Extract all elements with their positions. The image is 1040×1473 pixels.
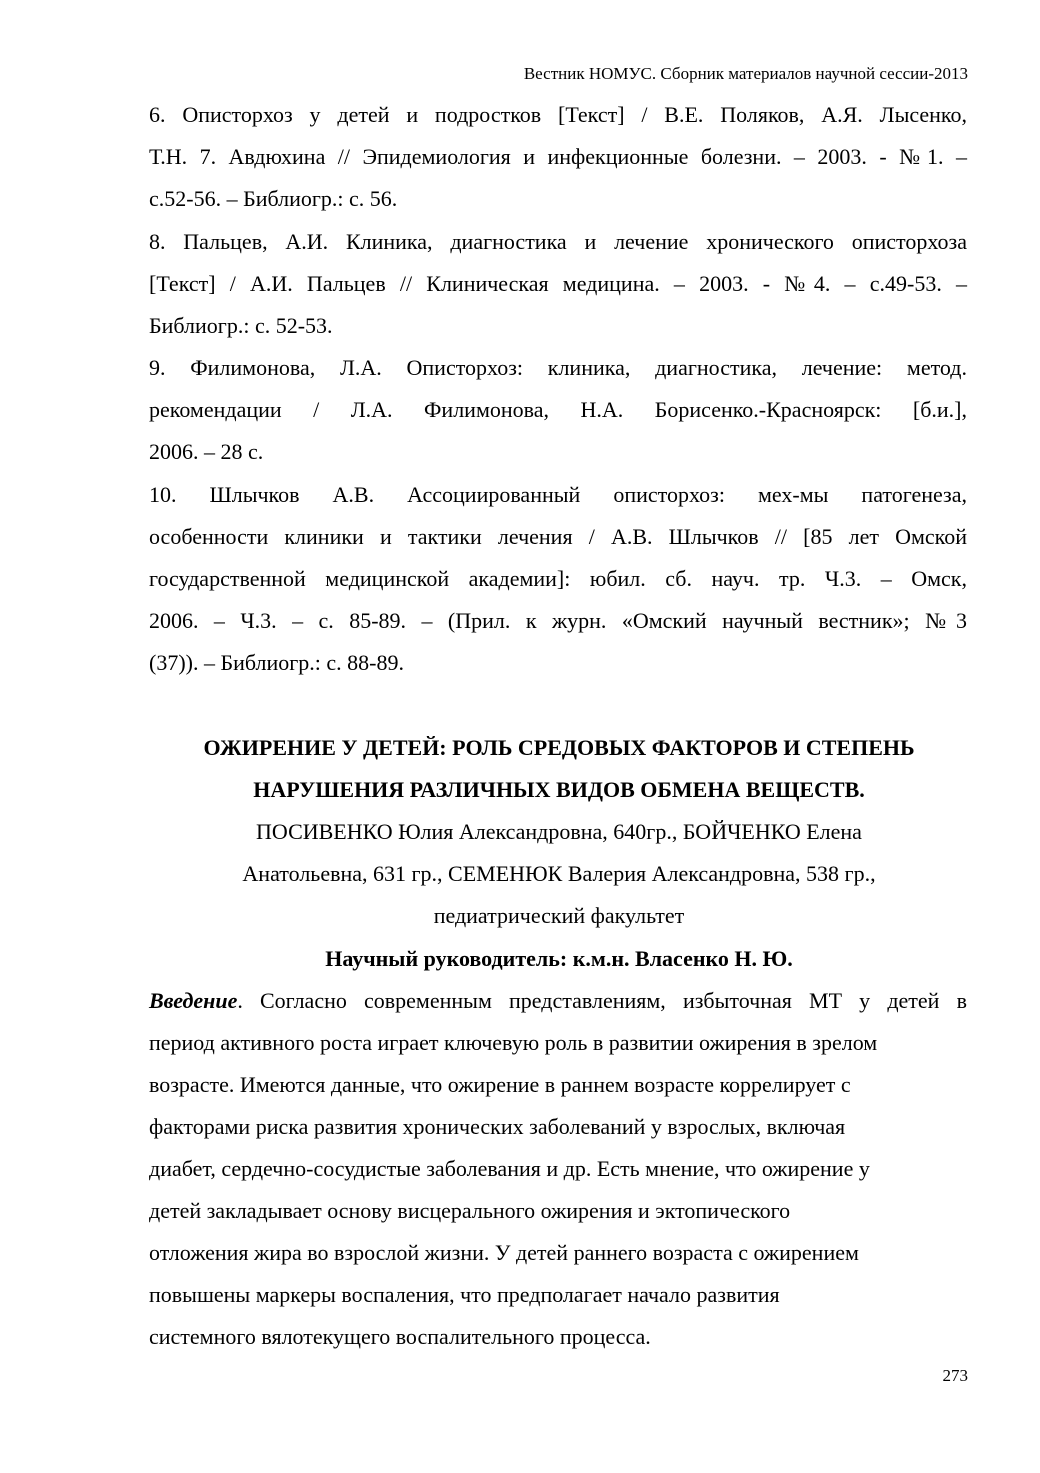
title-line: НАРУШЕНИЯ РАЗЛИЧНЫХ ВИДОВ ОБМЕНА ВЕЩЕСТВ. [253,777,865,802]
authors-line: ПОСИВЕНКО Юлия Александровна, 640гр., БОЙЧЕНКО Елена [256,819,862,844]
reference-6 [149,94,967,220]
authors-line: педиатрический факультет [433,903,685,928]
reference-line: особенности клиники и тактики лечения / А.В. Шлычков // [85 лет Омской [149,524,967,549]
intro-line: диабет, сердечно-сосудистые заболевания и др. Есть мнение, что ожирение у [149,1156,870,1181]
intro-line: период активного роста играет ключевую роль в развитии ожирения в зрелом [149,1030,878,1055]
introduction-paragraph [149,980,967,1358]
intro-label: Введение [149,988,238,1013]
intro-line: повышены маркеры воспаления, что предполагает начало развития [149,1282,780,1307]
intro-line: возрасте. Имеются данные, что ожирение в раннем возрасте коррелирует с [149,1072,851,1097]
reference-line: Т.Н. 7. Авдюхина // Эпидемиология и инфекционные болезни. – 2003. - №1. – [149,144,967,169]
reference-line: 8. Пальцев, А.И. Клиника, диагностика и лечение хронического описторхоза [149,229,967,254]
scientific-advisor [150,938,968,980]
reference-line: 2006. – Ч.3. – с. 85-89. – (Прил. к журн. «Омский научный вестник»; №3 [149,608,967,633]
intro-first-line [149,980,967,1022]
reference-line: государственной медицинской академии]: юбил. сб. науч. тр. Ч.3. – Омск, [149,566,967,591]
reference-line: 2006. – 28 с. [149,439,264,464]
intro-line: отложения жира во взрослой жизни. У детей раннего возраста с ожирением [149,1240,859,1265]
reference-line: рекомендации / Л.А. Филимонова, Н.А. Борисенко.-Красноярск: [б.и.], [149,397,967,422]
reference-line: 10. Шлычков А.В. Ассоциированный описторхоз: мех-мы патогенеза, [149,482,967,507]
intro-line: детей закладывает основу висцерального ожирения и эктопического [149,1198,791,1223]
page-number: 273 [942,1366,968,1385]
running-head: Вестник НОМУС. Сборник материалов научной сессии-2013 [523,64,968,83]
reference-line: 9. Филимонова, Л.А. Описторхоз: клиника, диагностика, лечение: метод. [149,355,967,380]
reference-line: с.52-56. – Библиогр.: с. 56. [149,186,398,211]
title-line: ОЖИРЕНИЕ У ДЕТЕЙ: РОЛЬ СРЕДОВЫХ ФАКТОРОВ И СТЕПЕНЬ [203,735,915,760]
reference-9 [149,347,967,473]
reference-line: Библиогр.: с. 52-53. [149,313,333,338]
authors-line: Анатольевна, 631 гр., СЕМЕНЮК Валерия Александровна, 538 гр., [242,861,876,886]
reference-line: 6. Описторхоз у детей и подростков [Текст] / В.Е. Поляков, А.Я. Лысенко, [149,102,967,127]
article-authors [150,811,968,937]
reference-line: [Текст] / А.И. Пальцев // Клиническая медицина. – 2003. - №4. – с.49-53. – [149,271,967,296]
reference-line: (37)). – Библиогр.: с. 88-89. [149,650,405,675]
reference-8 [149,221,967,347]
advisor-line: Научный руководитель: к.м.н. Власенко Н. Ю. [325,946,793,971]
intro-line: факторами риска развития хронических заболеваний у взрослых, включая [149,1114,846,1139]
article-title [150,727,968,811]
intro-line: системного вялотекущего воспалительного процесса. [149,1324,651,1349]
reference-10 [149,474,967,684]
intro-first-line-text: . Согласно современным представлениям, избыточная МТ у детей в [237,988,967,1013]
